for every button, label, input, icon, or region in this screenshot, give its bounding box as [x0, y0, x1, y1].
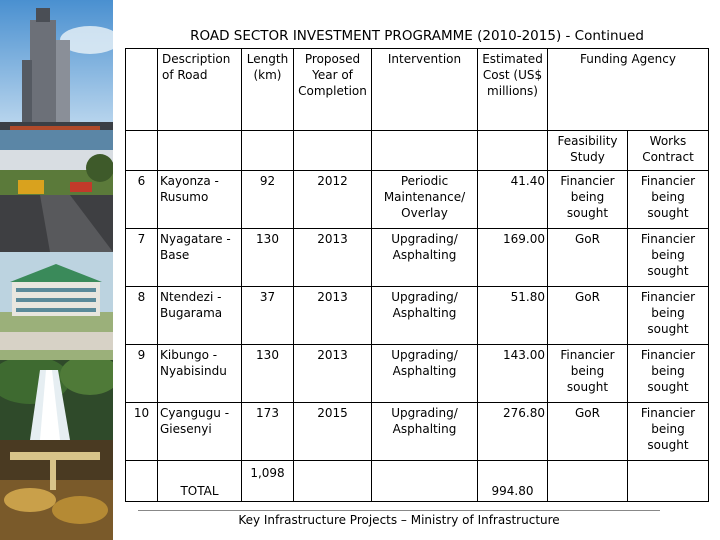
- road-name: Cyangugu - Giesenyi: [158, 403, 242, 461]
- road-length: 37: [242, 287, 294, 345]
- table-row: [126, 171, 709, 229]
- page-title: ROAD SECTOR INVESTMENT PROGRAMME (2010-2015) - Continued: [190, 28, 644, 44]
- total-cost: 994.80: [478, 461, 548, 502]
- completion-year: 2013: [294, 287, 372, 345]
- feasibility-funding: Financier being sought: [548, 171, 628, 229]
- row-number: 8: [126, 287, 158, 345]
- page-footer: Key Infrastructure Projects – Ministry of Infrastructure: [238, 513, 560, 527]
- header-number: [126, 49, 158, 131]
- table-row: [126, 345, 709, 403]
- header-works: Works Contract: [628, 131, 709, 171]
- estimated-cost: 169.00: [478, 229, 548, 287]
- header-cost: Estimated Cost (US$ millions): [478, 49, 548, 131]
- road-length: 92: [242, 171, 294, 229]
- header-year: Proposed Year of Completion: [294, 49, 372, 131]
- waterfall-photo: [0, 360, 113, 440]
- works-funding: Financier being sought: [628, 403, 709, 461]
- market-building-photo: [0, 252, 113, 360]
- feasibility-funding: GoR: [548, 287, 628, 345]
- road-length: 130: [242, 345, 294, 403]
- row-number: 10: [126, 403, 158, 461]
- total-row: [126, 461, 709, 502]
- table-row: [126, 403, 709, 461]
- road-name: Kibungo - Nyabisindu: [158, 345, 242, 403]
- feasibility-funding: GoR: [548, 229, 628, 287]
- industrial-plant-photo: [0, 0, 113, 150]
- header-length: Length (km): [242, 49, 294, 131]
- completion-year: 2013: [294, 345, 372, 403]
- road-length: 130: [242, 229, 294, 287]
- intervention: Periodic Maintenance/ Overlay: [372, 171, 478, 229]
- row-number: 9: [126, 345, 158, 403]
- intervention: Upgrading/ Asphalting: [372, 345, 478, 403]
- works-funding: Financier being sought: [628, 171, 709, 229]
- footer-divider: [138, 510, 660, 511]
- road-name: Kayonza - Rusumo: [158, 171, 242, 229]
- road-construction-photo: [0, 150, 113, 252]
- header-funding: Funding Agency: [548, 49, 709, 131]
- table-row: [126, 287, 709, 345]
- completion-year: 2013: [294, 229, 372, 287]
- row-number: 6: [126, 171, 158, 229]
- table-subheader-row: [126, 131, 709, 171]
- feasibility-funding: GoR: [548, 403, 628, 461]
- table-header-row: [126, 49, 709, 131]
- header-intervention: Intervention: [372, 49, 478, 131]
- estimated-cost: 41.40: [478, 171, 548, 229]
- header-feasibility: Feasibility Study: [548, 131, 628, 171]
- road-name: Ntendezi - Bugarama: [158, 287, 242, 345]
- completion-year: 2012: [294, 171, 372, 229]
- header-description: Description of Road: [158, 49, 242, 131]
- works-funding: Financier being sought: [628, 287, 709, 345]
- investment-table: [125, 48, 709, 502]
- intervention: Upgrading/ Asphalting: [372, 229, 478, 287]
- estimated-cost: 51.80: [478, 287, 548, 345]
- estimated-cost: 276.80: [478, 403, 548, 461]
- total-label: TOTAL: [158, 461, 242, 502]
- feasibility-funding: Financier being sought: [548, 345, 628, 403]
- row-number: 7: [126, 229, 158, 287]
- road-length: 173: [242, 403, 294, 461]
- road-name: Nyagatare - Base: [158, 229, 242, 287]
- works-funding: Financier being sought: [628, 229, 709, 287]
- intervention: Upgrading/ Asphalting: [372, 287, 478, 345]
- works-funding: Financier being sought: [628, 345, 709, 403]
- table-row: [126, 229, 709, 287]
- photo-strip: [0, 0, 113, 540]
- intervention: Upgrading/ Asphalting: [372, 403, 478, 461]
- completion-year: 2015: [294, 403, 372, 461]
- machinery-photo: [0, 440, 113, 540]
- total-length: 1,098: [242, 461, 294, 502]
- estimated-cost: 143.00: [478, 345, 548, 403]
